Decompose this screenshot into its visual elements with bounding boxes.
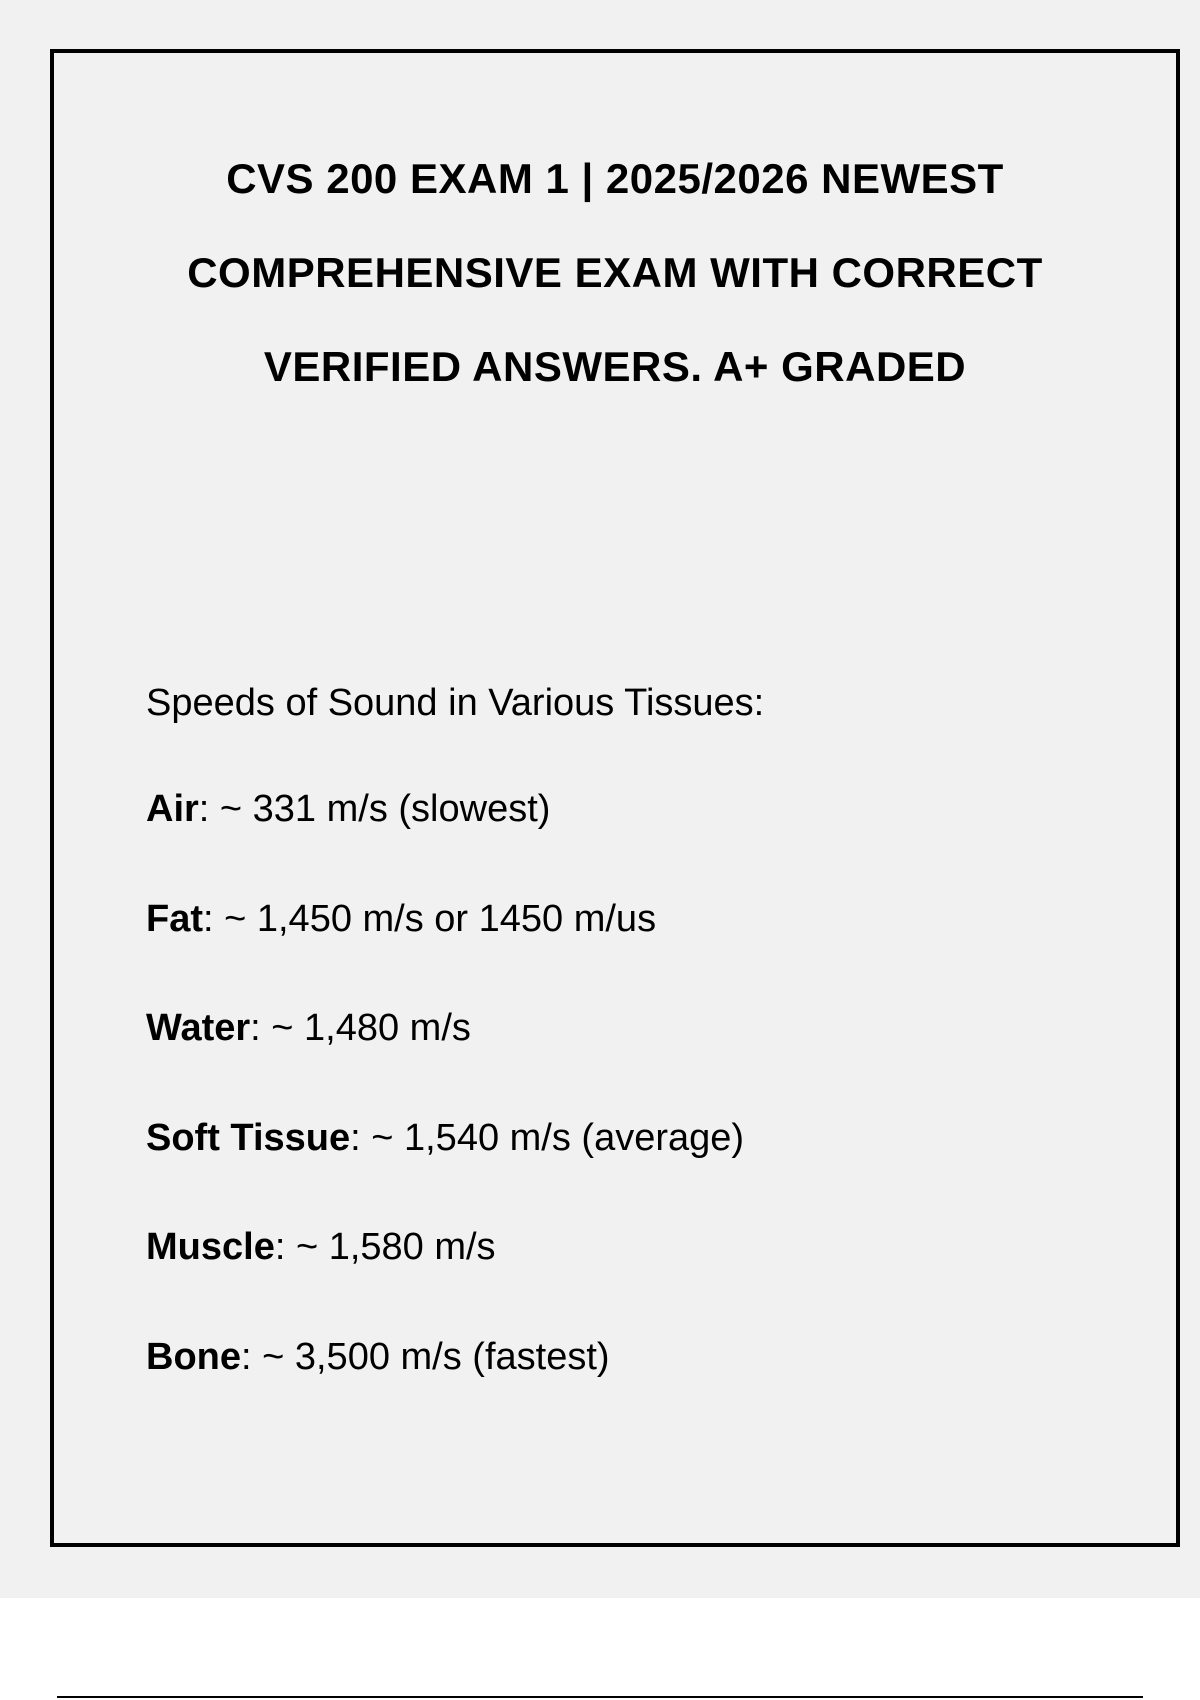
speed-term: Muscle [146, 1226, 275, 1269]
speed-term: Water [146, 1007, 251, 1050]
speed-item-fat [146, 894, 744, 944]
speed-term: Fat [146, 897, 203, 940]
speed-detail: : ~ 3,500 m/s (fastest) [241, 1335, 610, 1378]
speed-detail: : ~ 1,580 m/s [274, 1226, 496, 1269]
speed-list [146, 784, 744, 1442]
speed-item-muscle [146, 1222, 744, 1272]
speed-item-soft-tissue [146, 1113, 744, 1163]
speed-detail: : ~ 331 m/s (slowest) [198, 788, 551, 830]
bottom-divider [57, 1696, 1143, 1698]
speed-detail: : ~ 1,480 m/s [250, 1007, 471, 1050]
document-title: CVS 200 EXAM 1 | 2025/2026 NEWEST COMPREHENSIVE EXAM WITH CORRECT VERIFIED ANSWERS. A+ GRADED [187, 155, 1043, 390]
speed-detail: : ~ 1,450 m/s or 1450 m/us [203, 897, 657, 940]
speed-item-bone [146, 1332, 744, 1382]
section-heading: Speeds of Sound in Various Tissues: [146, 682, 765, 724]
speed-term: Bone [146, 1335, 241, 1378]
speed-item-air [146, 784, 744, 834]
speed-term: Air [146, 788, 199, 830]
speed-term: Soft Tissue [146, 1116, 351, 1159]
speed-detail: : ~ 1,540 m/s (average) [350, 1116, 745, 1159]
speed-item-water [146, 1003, 744, 1053]
